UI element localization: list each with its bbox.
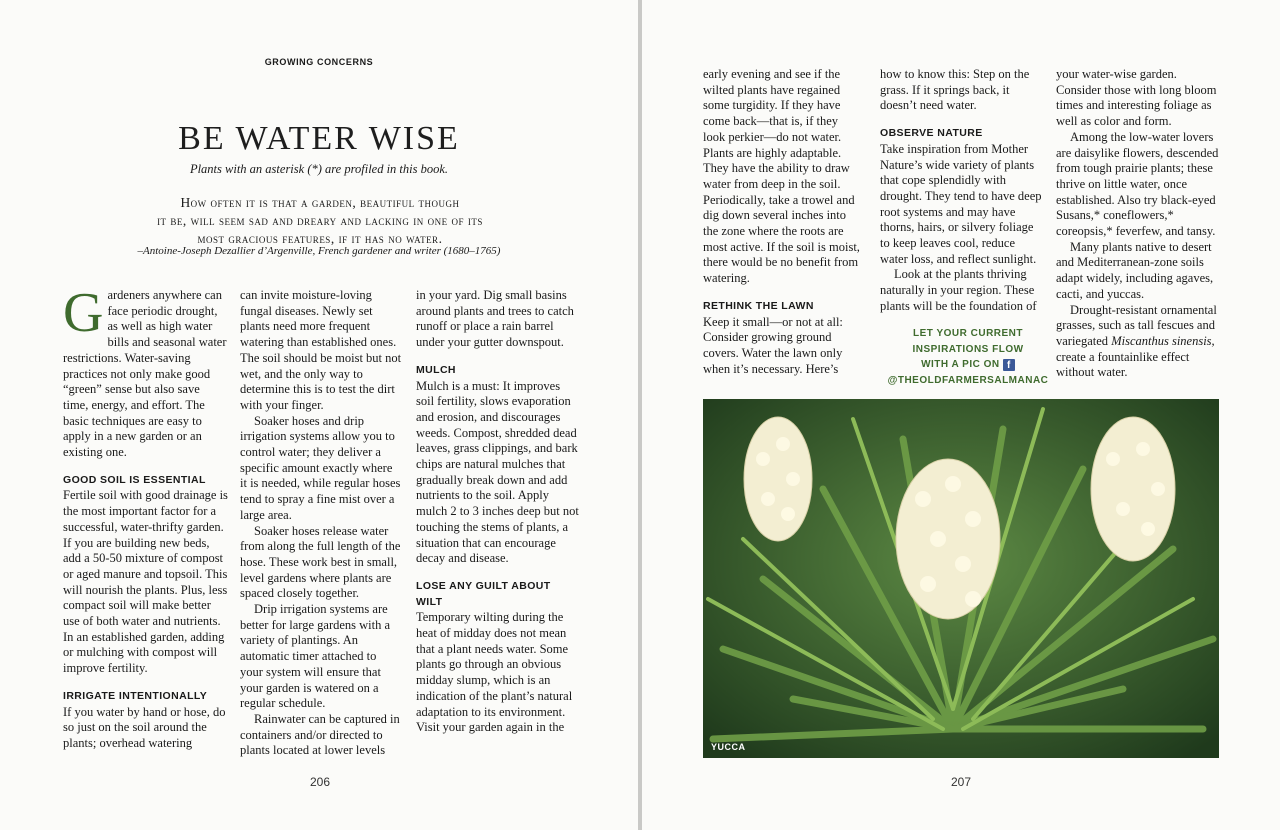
body-paragraph: your water-wise garden. Consider those with long bloom times and interesting foliage as well as color and form. (1056, 67, 1217, 129)
body-paragraph: Many plants native to desert and Mediterranean-zone soils adapt widely, including agaves, cacti, and yuccas. (1056, 239, 1214, 301)
promo-line: LET YOUR CURRENT (912, 328, 1024, 339)
body-paragraph: Drip irrigation systems are better for large gardens with a variety of plantings. An automatic timer attached to your system will ensure that your garden is watered on a regular schedule. (240, 602, 391, 711)
body-paragraph: early evening and see if the wilted plants have regained some turgidity. If they have come back—that is, if they look perkier—do not water. Plants are highly adaptable. They have the ability to draw water from deep in the soil. Periodically, take a trowel and dig down several inches into the zone where the roots are most active. If the soil is moist, there would be no benefit from watering. (703, 67, 860, 286)
quote-attribution: –Antoine-Joseph Dezallier d’Argenville, French gardener and writer (1680–1765) (137, 245, 501, 257)
body-paragraph: Rainwater can be captured in containers and/or directed to plants located at lower levels (240, 711, 400, 758)
right-page (642, 0, 1280, 830)
subhead-irrigate: IRRIGATE INTENTIONALLY (63, 689, 208, 702)
body-paragraph: Keep it small—or not at all: Consider growing ground covers. Water the lawn only when it’s necessary. Here’s (703, 314, 843, 376)
article-subtitle: Plants with an asterisk (*) are profiled in this book. (189, 162, 449, 176)
promo-handle[interactable]: @THEOLDFARMERSALMANAC (887, 374, 1049, 386)
page-number-right: 207 (950, 775, 972, 789)
body-paragraph: Drought-resistant ornamental grasses, such as tall fescues and variegated Miscanthus sinensis, create a fountainlike effect without water. (1056, 302, 1217, 380)
body-paragraph: Temporary wilting during the heat of midday does not mean that a plant needs water. Some plants go through an obvious midday slump, which is an indication of the plant’s natural adaptation to its environment. Visit your garden again in the (416, 610, 573, 735)
body-paragraph: Soaker hoses and drip irrigation systems allow you to control water; they deliver a specific amount exactly where it is needed, while regular hoses tend to spray a fine mist over a large area. (240, 413, 401, 522)
text-column-2 (240, 288, 402, 759)
promo-line: INSPIRATIONS FLOW (912, 343, 1024, 355)
subhead-observe-nature: OBSERVE NATURE (880, 127, 983, 140)
subhead-good-soil: GOOD SOIL IS ESSENTIAL (63, 473, 206, 486)
yucca-illustration (703, 399, 1219, 758)
text-column-4 (703, 67, 863, 377)
left-page (0, 0, 638, 830)
text-column-6 (1056, 67, 1222, 381)
section-label: GROWING CONCERNS (264, 57, 374, 67)
promo-line: WITH A PIC ON f (885, 357, 1051, 373)
quote-line: How often it is that a garden, beautiful though (180, 195, 460, 210)
quote-line: most gracious features, if it has no water. (197, 231, 443, 246)
body-paragraph: Soaker hoses release water from along the full length of the hose. These work best in small, level gardens where plants are spaced closely together. (240, 523, 401, 601)
subhead-lawn: RETHINK THE LAWN (703, 299, 814, 312)
body-paragraph: how to know this: Step on the grass. If it springs back, it doesn’t need water. (880, 67, 1030, 113)
text-column-1 (63, 282, 228, 752)
intro-paragraph: Gardeners anywhere can face periodic drought, as well as high water bills and seasonal water restrictions. Water-saving practices not only make good “green” sense but also save time, energy, and effort. The basic techniques are easy to apply in a new garden or an existing one. (63, 282, 227, 460)
subhead-mulch: MULCH (416, 363, 456, 376)
body-paragraph: can invite moisture-loving fungal diseases. Newly set plants need more frequent watering than established ones. The soil should be moist but not wet, and the only way to determine this is to test the dirt with your finger. (240, 288, 402, 412)
body-paragraph: Fertile soil with good drainage is the most important factor for a successful, water-thrifty garden. If you are building new beds, add a 50-50 mixture of compost or aged manure and topsoil. This will nourish the plants. Plus, less compact soil will make better use of both water and nutrients. In an established garden, adding or mulching with compost will improve fertility. (63, 488, 228, 676)
photo-caption: YUCCA (711, 742, 746, 752)
quote-line: it be, will seem sad and dreary and lacking in one of its (157, 213, 483, 228)
drop-cap: G (63, 282, 104, 344)
text-column-3 (416, 288, 580, 736)
facebook-icon[interactable]: f (1003, 359, 1015, 371)
body-paragraph: Among the low-water lovers are daisylike flowers, descended from tough prairie plants; these thrive on little water, once established. Also try black-eyed Susans,* coneflowers,* coreopsis,* feverfew, and tansy. (1056, 129, 1219, 239)
subhead-wilt: LOSE ANY GUILT ABOUT WILT (416, 579, 551, 608)
body-paragraph: Take inspiration from Mother Nature’s wide variety of plants that cope splendidly with drought. They tend to have deep root systems and may have thorns, hairs, or silvery foliage to keep leaves cool, reduce water loss, and reflect sunlight. (880, 141, 1042, 266)
article-title: BE WATER WISE (178, 120, 460, 157)
body-paragraph: Look at the plants thriving naturally in your region. These plants will be the foundation of (880, 267, 1037, 313)
epigraph-quote (140, 194, 500, 248)
body-paragraph: If you water by hand or hose, do so just on the soil around the plants; overhead watering (63, 704, 226, 750)
body-paragraph: Mulch is a must: It improves soil fertility, slows evaporation and erosion, and discourages weeds. Compost, shredded dead leaves, grass clippings, and bark chips are natural mulches that gradually break down and add nutrients to the soil. Apply mulch 2 to 3 inches deep but not touching the stems of plants, a situation that can encourage decay and disease. (416, 378, 579, 566)
body-paragraph: in your yard. Dig small basins around plants and trees to catch runoff or place a rain barrel under your gutter downspout. (416, 288, 574, 350)
page-number-left: 206 (309, 775, 331, 789)
yucca-photo (703, 399, 1219, 758)
text-column-5 (880, 67, 1042, 315)
social-promo (885, 326, 1051, 388)
